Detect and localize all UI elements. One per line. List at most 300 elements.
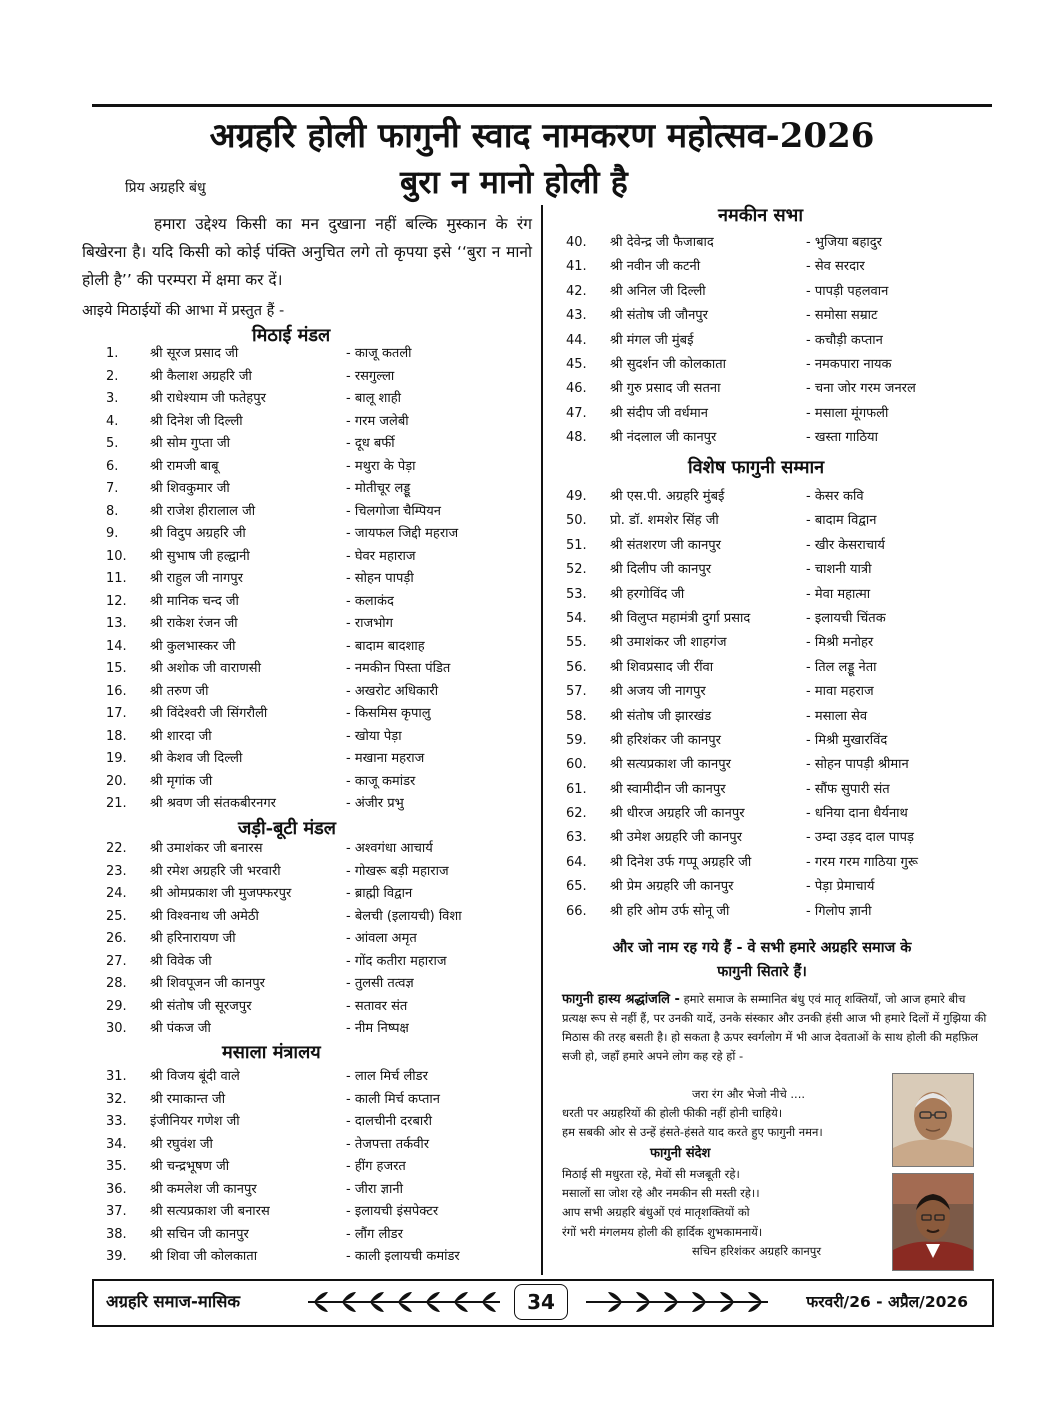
list-item <box>106 861 526 884</box>
list-item <box>106 478 526 501</box>
item-name: श्री धीरज अग्रहरि जी कानपुर <box>610 806 745 822</box>
list-item <box>566 558 986 582</box>
poem-line: मसालों सा जोश रहे और नमकीन सी मस्ती रहे।। <box>562 1186 760 1201</box>
list-item <box>106 726 526 749</box>
item-number: 16. <box>106 683 127 699</box>
item-name: श्री रामजी बाबू <box>150 458 219 474</box>
item-name: श्री देवेन्द्र जी फैजाबाद <box>610 235 714 250</box>
list-item <box>106 1111 526 1134</box>
message-heading: फागुनी संदेश <box>650 1146 711 1161</box>
item-number: 63. <box>566 830 587 846</box>
item-number: 58. <box>566 708 587 724</box>
item-title: - लौंग लीडर <box>346 1226 403 1242</box>
item-title: - तुलसी तत्वज्ञ <box>346 976 414 991</box>
item-number: 61. <box>566 781 587 797</box>
list-item <box>566 631 986 655</box>
item-number: 52. <box>566 562 587 578</box>
list-namkeen <box>566 231 986 451</box>
item-title: - काजू कतली <box>346 346 412 361</box>
item-name: श्री अशोक जी वाराणसी <box>150 661 261 676</box>
poem-line: आप सभी अग्रहरि बंधुओं एवं मातृशक्तियों को <box>562 1205 750 1220</box>
list-vishesh <box>566 485 986 924</box>
item-name: श्री उमाशंकर जी बनारस <box>150 841 263 856</box>
list-item <box>106 771 526 794</box>
item-title: - भुजिया बहादुर <box>806 235 882 250</box>
list-item <box>106 433 526 456</box>
item-number: 37. <box>106 1204 127 1219</box>
list-item <box>566 485 986 509</box>
item-title: - काजू कमांडर <box>346 773 416 789</box>
item-title: - मथुरा के पेड़ा <box>346 458 416 474</box>
list-item <box>566 231 986 255</box>
item-number: 55. <box>566 635 587 651</box>
list-item <box>106 591 526 614</box>
item-title: - बादाम विद्वान <box>806 513 877 529</box>
item-title: - गोखरू बड़ी महाराज <box>346 863 449 879</box>
tribute-text: हमारे समाज के सम्मानित बंधु एवं मातृ शक्तियाँ, जो आज हमारे बीच प्रत्यक्ष रूप से नहीं हैं, पर उनकी यादें, उनके संस्कार और उनकी हंसी आज भी हमारे दिलों में गुझिया की मिठास की तरह बसती है। हो सकता है ऊपर स्वर्गलोग में भी आज देवताओं के साथ होली की महफ़िल सजी हो, जहाँ हमारे अपने लोग कह रहे हों - <box>562 992 987 1063</box>
poem-line: धरती पर अग्रहरियों की होली फीकी नहीं होनी चाहिये। <box>562 1106 783 1120</box>
list-item <box>106 951 526 974</box>
item-name: श्री शिवकुमार जी <box>150 481 230 496</box>
item-name: श्री हरिनारायण जी <box>150 931 236 946</box>
section-heading-mithai: मिठाई मंडल <box>252 325 331 346</box>
item-number: 41. <box>566 259 587 275</box>
item-name: श्री चन्द्रभूषण जी <box>150 1159 230 1174</box>
list-item <box>106 546 526 569</box>
list-masala <box>106 1066 526 1269</box>
list-item <box>106 636 526 659</box>
item-number: 65. <box>566 879 587 895</box>
item-title: - अखरोट अधिकारी <box>346 683 439 699</box>
list-item <box>106 613 526 636</box>
list-item <box>566 607 986 631</box>
item-number: 51. <box>566 537 587 553</box>
item-number: 27. <box>106 953 127 969</box>
list-item <box>566 509 986 533</box>
item-number: 46. <box>566 381 587 397</box>
list-item <box>566 329 986 353</box>
item-title: - गोंद कतीरा महाराज <box>346 953 447 969</box>
item-title: - कलाकंद <box>346 593 394 609</box>
top-rule <box>92 104 992 107</box>
item-title: - ब्राह्मी विद्वान <box>346 886 413 901</box>
list-item <box>566 402 986 426</box>
list-item <box>566 705 986 729</box>
item-title: - राजभोग <box>346 616 393 631</box>
item-name: श्री विलुप्त महामंत्री दुर्गा प्रसाद <box>610 610 751 626</box>
item-name: प्रो. डॉ. शमशेर सिंह जी <box>610 513 719 529</box>
tribute-paragraph <box>562 990 987 1066</box>
item-name: श्री कमलेश जी कानपुर <box>150 1181 257 1197</box>
item-name: श्री केशव जी दिल्ली <box>150 751 243 766</box>
item-number: 24. <box>106 886 127 901</box>
item-title: - गरम गरम गाठिया गुरू <box>806 854 918 870</box>
item-name: श्री राजेश हीरालाल जी <box>150 503 256 519</box>
item-name: श्री उमेश अग्रहरि जी कानपुर <box>610 830 742 846</box>
item-number: 19. <box>106 751 127 766</box>
item-name: श्री पंकज जी <box>150 1021 211 1036</box>
list-item <box>106 1089 526 1112</box>
list-item <box>106 906 526 929</box>
item-name: श्री ओमप्रकाश जी मुजफ्फरपुर <box>150 886 292 901</box>
item-title: - धनिया दाना धैर्यनाथ <box>806 806 908 822</box>
portrait-photo-sachin <box>892 1173 974 1271</box>
list-item <box>566 900 986 924</box>
item-number: 23. <box>106 863 127 879</box>
item-number: 48. <box>566 430 587 446</box>
intro-paragraph <box>82 210 532 294</box>
item-number: 54. <box>566 610 587 626</box>
item-name: श्री सोम गुप्ता जी <box>150 436 231 451</box>
list-item <box>566 304 986 328</box>
item-number: 11. <box>106 571 127 586</box>
list-jadi-buti <box>106 838 526 1041</box>
item-title: - बेलची (इलायची) विशा <box>346 908 462 924</box>
item-number: 10. <box>106 548 127 564</box>
section-heading-jadi-buti: जड़ी-बूटी मंडल <box>238 818 336 839</box>
item-name: श्री सत्यप्रकाश जी कानपुर <box>610 757 731 773</box>
list-item <box>106 456 526 479</box>
item-number: 5. <box>106 436 119 451</box>
item-title: - बादाम बादशाह <box>346 638 425 654</box>
intro-lead: आइये मिठाईयों की आभा में प्रस्तुत हैं - <box>82 303 285 319</box>
poem-line: मिठाई सी मधुरता रहे, मेवों सी मजबूती रहे। <box>562 1167 740 1181</box>
item-name: श्री विश्वनाथ जी अमेठी <box>150 908 259 924</box>
item-number: 33. <box>106 1114 127 1129</box>
tribute-poem <box>562 1085 892 1142</box>
list-item <box>106 658 526 681</box>
item-name: श्री दिलीप जी कानपुर <box>610 562 712 578</box>
list-item <box>106 1201 526 1224</box>
item-name: श्री नवीन जी कटनी <box>610 259 701 275</box>
item-title: - काली इलायची कमांडर <box>346 1249 460 1264</box>
item-title: - दूध बर्फी <box>346 436 395 451</box>
item-number: 20. <box>106 773 127 789</box>
list-item <box>566 534 986 558</box>
portrait-sachin-illustration <box>893 1174 973 1270</box>
footer-issue-date: फरवरी/26 - अप्रैल/2026 <box>806 1293 968 1311</box>
item-name: श्री रमाकान्त जी <box>150 1091 226 1107</box>
item-number: 50. <box>566 513 587 529</box>
item-name: श्री एस.पी. अग्रहरि मुंबई <box>610 489 725 504</box>
intro-text: हमारा उद्देश्य किसी का मन दुखाना नहीं बल्कि मुस्कान के रंग बिखेरना है। यदि किसी को कोई पंक्ति अनुचित लगे तो कृपया इसे ‘‘बुरा न मानो होली है’’ की परम्परा में क्षमा कर दें। <box>82 215 532 289</box>
footer-magazine-name: अग्रहरि समाज-मासिक <box>106 1292 241 1311</box>
item-name: श्री रमेश अग्रहरि जी भरवारी <box>150 863 281 879</box>
item-number: 42. <box>566 283 587 299</box>
item-name: श्री विजय बूंदी वाले <box>150 1069 240 1084</box>
item-title: - कचौड़ी कप्तान <box>806 332 883 348</box>
section-heading-vishesh: विशेष फागुनी सम्मान <box>688 457 825 478</box>
closing-heading-line: फागुनी सितारे हैं। <box>717 964 807 980</box>
list-item <box>106 793 526 816</box>
list-item <box>106 703 526 726</box>
item-name: श्री सुदर्शन जी कोलकाता <box>610 356 727 372</box>
item-name: श्री विदुप अग्रहरि जी <box>150 526 246 541</box>
item-number: 17. <box>106 706 127 721</box>
item-name: श्री स्वामीदीन जी कानपुर <box>610 781 726 797</box>
item-number: 28. <box>106 976 127 991</box>
list-item <box>106 388 526 411</box>
item-name: श्री हरगोविंद जी <box>610 586 685 602</box>
item-title: - खोया पेड़ा <box>346 728 402 744</box>
list-item <box>106 411 526 434</box>
list-item <box>106 501 526 524</box>
list-item <box>106 838 526 861</box>
list-item <box>566 851 986 875</box>
item-number: 36. <box>106 1181 127 1197</box>
item-name: श्री संतोष जी झारखंड <box>610 708 712 724</box>
message-poem <box>562 1165 892 1261</box>
item-number: 64. <box>566 854 587 870</box>
item-title: - सौंफ सुपारी संत <box>806 781 890 797</box>
item-number: 4. <box>106 413 119 429</box>
list-item <box>106 1156 526 1179</box>
item-title: - दालचीनी दरबारी <box>346 1114 432 1129</box>
footer-bar <box>92 1279 994 1327</box>
item-name: श्री गुरु प्रसाद जी सतना <box>610 381 721 397</box>
list-item <box>566 353 986 377</box>
list-item <box>566 753 986 777</box>
item-title: - काली मिर्च कप्तान <box>346 1091 440 1107</box>
item-name: श्री राधेश्याम जी फतेहपुर <box>150 391 266 406</box>
list-item <box>566 802 986 826</box>
item-name: श्री सचिन जी कानपुर <box>150 1226 249 1242</box>
item-number: 26. <box>106 931 127 946</box>
item-name: श्री संतोष जी सूरजपुर <box>150 998 252 1014</box>
item-number: 3. <box>106 391 119 406</box>
item-title: - अंजीर प्रभु <box>346 796 404 811</box>
item-name: श्री प्रेम अग्रहरि जी कानपुर <box>610 879 734 895</box>
item-title: - बालू शाही <box>346 391 402 406</box>
item-name: श्री विंदेश्वरी जी सिंगरौली <box>150 706 268 721</box>
item-number: 47. <box>566 405 587 421</box>
item-name: श्री उमाशंकर जी शाहगंज <box>610 635 727 651</box>
item-name: श्री विवेक जी <box>150 953 212 969</box>
item-title: - खीर केसराचार्य <box>806 537 885 553</box>
item-name: श्री कुलभास्कर जी <box>150 638 236 654</box>
item-title: - गिलोप ज्ञानी <box>806 903 872 919</box>
item-number: 60. <box>566 757 587 773</box>
item-number: 49. <box>566 489 587 504</box>
item-number: 22. <box>106 841 127 856</box>
item-number: 13. <box>106 616 127 631</box>
poem-line: रंगों भरी मंगलमय होली की हार्दिक शुभकामनायें। <box>562 1224 763 1239</box>
item-title: - मसाला मूंगफली <box>806 405 889 421</box>
vine-ornament-left-icon <box>304 1289 504 1315</box>
item-title: - पापड़ी पहलवान <box>806 283 889 299</box>
item-title: - नमकपारा नायक <box>806 356 892 372</box>
list-item <box>106 366 526 389</box>
item-title: - सतावर संत <box>346 998 408 1014</box>
greeting: प्रिय अग्रहरि बंधु <box>125 180 206 196</box>
list-item <box>106 568 526 591</box>
list-item <box>566 377 986 401</box>
item-title: - खस्ता गाठिया <box>806 430 878 446</box>
item-title: - मखाना महराज <box>346 751 425 766</box>
list-item <box>106 1246 526 1269</box>
page-number: 34 <box>514 1284 568 1320</box>
item-number: 43. <box>566 308 587 324</box>
item-name: इंजीनियर गणेश जी <box>150 1114 240 1129</box>
item-number: 2. <box>106 368 119 384</box>
item-name: श्री हरिशंकर जी कानपुर <box>610 732 721 748</box>
item-name: श्री सुभाष जी हल्द्वानी <box>150 548 250 564</box>
item-number: 34. <box>106 1136 127 1152</box>
item-title: - तेजपत्ता तर्कवीर <box>346 1136 430 1152</box>
item-title: - उम्दा उड़द दाल पापड़ <box>806 830 914 846</box>
item-name: श्री मानिक चन्द जी <box>150 593 239 609</box>
item-name: श्री अजय जी नागपुर <box>610 684 706 700</box>
list-item <box>106 1018 526 1041</box>
page-title: अग्रहरि होली फागुनी स्वाद नामकरण महोत्सव-2026 <box>209 116 875 156</box>
list-item <box>566 426 986 450</box>
item-title: - हींग हजरत <box>346 1159 406 1174</box>
item-title: - लाल मिर्च लीडर <box>346 1069 428 1084</box>
item-title: - मेवा महात्मा <box>806 586 871 602</box>
item-name: श्री सत्यप्रकाश जी बनारस <box>150 1204 270 1219</box>
list-item <box>566 656 986 680</box>
section-heading-namkeen: नमकीन सभा <box>718 205 803 226</box>
item-title: - जीरा ज्ञानी <box>346 1181 403 1197</box>
list-item <box>566 826 986 850</box>
poem-line: हम सबकी ओर से उन्हें हंसते-हंसते याद करते हुए फागुनी नमन। <box>562 1125 823 1139</box>
item-title: - नीम निष्पक्ष <box>346 1021 409 1036</box>
item-title: - आंवला अमृत <box>346 931 417 946</box>
item-number: 53. <box>566 586 587 602</box>
item-title: - नमकीन पिस्ता पंडित <box>346 661 451 676</box>
item-title: - सेव सरदार <box>806 259 865 275</box>
item-number: 25. <box>106 908 127 924</box>
list-mithai <box>106 343 526 816</box>
list-item <box>106 1224 526 1247</box>
list-item <box>106 523 526 546</box>
item-name: श्री सूरज प्रसाद जी <box>150 346 239 361</box>
list-item <box>106 883 526 906</box>
poem-line: जरा रंग और भेजो नीचे .... <box>692 1087 806 1101</box>
list-item <box>566 280 986 304</box>
tribute-label: फागुनी हास्य श्रद्धांजलि - <box>562 992 680 1007</box>
list-item <box>106 343 526 366</box>
list-item <box>566 255 986 279</box>
item-name: श्री नंदलाल जी कानपुर <box>610 430 717 446</box>
item-number: 66. <box>566 903 587 919</box>
item-number: 15. <box>106 661 127 676</box>
item-title: - केसर कवि <box>806 489 864 504</box>
item-name: श्री संतशरण जी कानपुर <box>610 537 722 553</box>
item-number: 32. <box>106 1091 127 1107</box>
item-title: - रसगुल्ला <box>346 368 395 384</box>
item-number: 7. <box>106 481 119 496</box>
list-item <box>566 778 986 802</box>
list-item <box>106 928 526 951</box>
item-title: - घेवर महाराज <box>346 548 416 564</box>
item-name: श्री मृगांक जी <box>150 773 213 789</box>
item-name: श्री शिवपूजन जी कानपुर <box>150 976 265 991</box>
item-number: 39. <box>106 1249 127 1264</box>
item-title: - तिल लड्डू नेता <box>806 659 877 675</box>
item-number: 21. <box>106 796 127 811</box>
item-name: श्री राहुल जी नागपुर <box>150 571 243 586</box>
item-title: - चिलगोजा चैम्पियन <box>346 503 441 519</box>
portrait-photo-elder <box>892 1073 974 1167</box>
item-name: श्री मंगल जी मुंबई <box>610 332 694 348</box>
item-number: 35. <box>106 1159 127 1174</box>
item-title: - मिश्री मुखारविंद <box>806 732 888 748</box>
list-item <box>106 681 526 704</box>
list-item <box>106 996 526 1019</box>
item-name: श्री संदीप जी वर्धमान <box>610 405 709 421</box>
item-number: 31. <box>106 1069 127 1084</box>
item-number: 59. <box>566 732 587 748</box>
list-item <box>566 875 986 899</box>
item-title: - पेड़ा प्रेमाचार्य <box>806 879 875 895</box>
item-number: 1. <box>106 346 119 361</box>
item-number: 57. <box>566 684 587 700</box>
item-title: - अश्वगंधा आचार्य <box>346 841 433 856</box>
item-number: 44. <box>566 332 587 348</box>
item-number: 9. <box>106 526 119 541</box>
item-title: - इलायची चिंतक <box>806 610 886 626</box>
page-subtitle: बुरा न मानो होली है <box>400 163 628 201</box>
vine-ornament-right-icon <box>582 1289 772 1315</box>
item-name: श्री शिवा जी कोलकाता <box>150 1249 258 1264</box>
item-title: - चाशनी यात्री <box>806 562 872 578</box>
portrait-elder-illustration <box>893 1074 973 1166</box>
item-number: 29. <box>106 998 127 1014</box>
item-title: - गरम जलेबी <box>346 413 409 429</box>
list-item <box>106 1134 526 1157</box>
item-name: श्री शिवप्रसाद जी रींवा <box>610 659 714 675</box>
item-number: 6. <box>106 458 119 474</box>
list-item <box>106 1066 526 1089</box>
item-title: - जायफल जिद्दी महराज <box>346 526 459 541</box>
item-title: - मिश्री मनोहर <box>806 635 874 651</box>
item-number: 18. <box>106 728 127 744</box>
list-item <box>106 973 526 996</box>
list-item <box>566 680 986 704</box>
list-item <box>566 729 986 753</box>
item-number: 45. <box>566 356 587 372</box>
item-number: 40. <box>566 235 587 250</box>
item-title: - इलायची इंसपेक्टर <box>346 1204 439 1219</box>
item-number: 8. <box>106 503 119 519</box>
item-name: श्री दिनेश उर्फ गप्पू अग्रहरि जी <box>610 854 752 870</box>
item-number: 12. <box>106 593 127 609</box>
item-name: श्री दिनेश जी दिल्ली <box>150 413 243 429</box>
closing-heading <box>562 936 962 984</box>
item-title: - चना जोर गरम जनरल <box>806 381 916 397</box>
list-item <box>106 1179 526 1202</box>
item-name: श्री कैलाश अग्रहरि जी <box>150 368 252 384</box>
item-title: - समोसा सम्राट <box>806 308 878 324</box>
item-name: श्री शारदा जी <box>150 728 212 744</box>
signature: सचिन हरिशंकर अग्रहरि कानपुर <box>692 1243 822 1258</box>
item-name: श्री अनिल जी दिल्ली <box>610 283 706 299</box>
item-title: - किसमिस कृपालु <box>346 706 431 721</box>
item-title: - सोहन पापड़ी श्रीमान <box>806 757 909 773</box>
item-number: 30. <box>106 1021 127 1036</box>
item-number: 56. <box>566 659 587 675</box>
column-divider <box>541 205 543 1275</box>
item-number: 62. <box>566 806 587 822</box>
item-name: श्री तरुण जी <box>150 683 209 699</box>
item-name: श्री रघुवंश जी <box>150 1136 213 1152</box>
list-item <box>566 583 986 607</box>
closing-heading-line: और जो नाम रह गये हैं - वे सभी हमारे अग्रहरि समाज के <box>612 940 912 956</box>
item-name: श्री हरि ओम उर्फ सोनू जी <box>610 903 730 919</box>
item-name: श्री राकेश रंजन जी <box>150 616 238 631</box>
item-name: श्री श्रवण जी संतकबीरनगर <box>150 796 276 811</box>
